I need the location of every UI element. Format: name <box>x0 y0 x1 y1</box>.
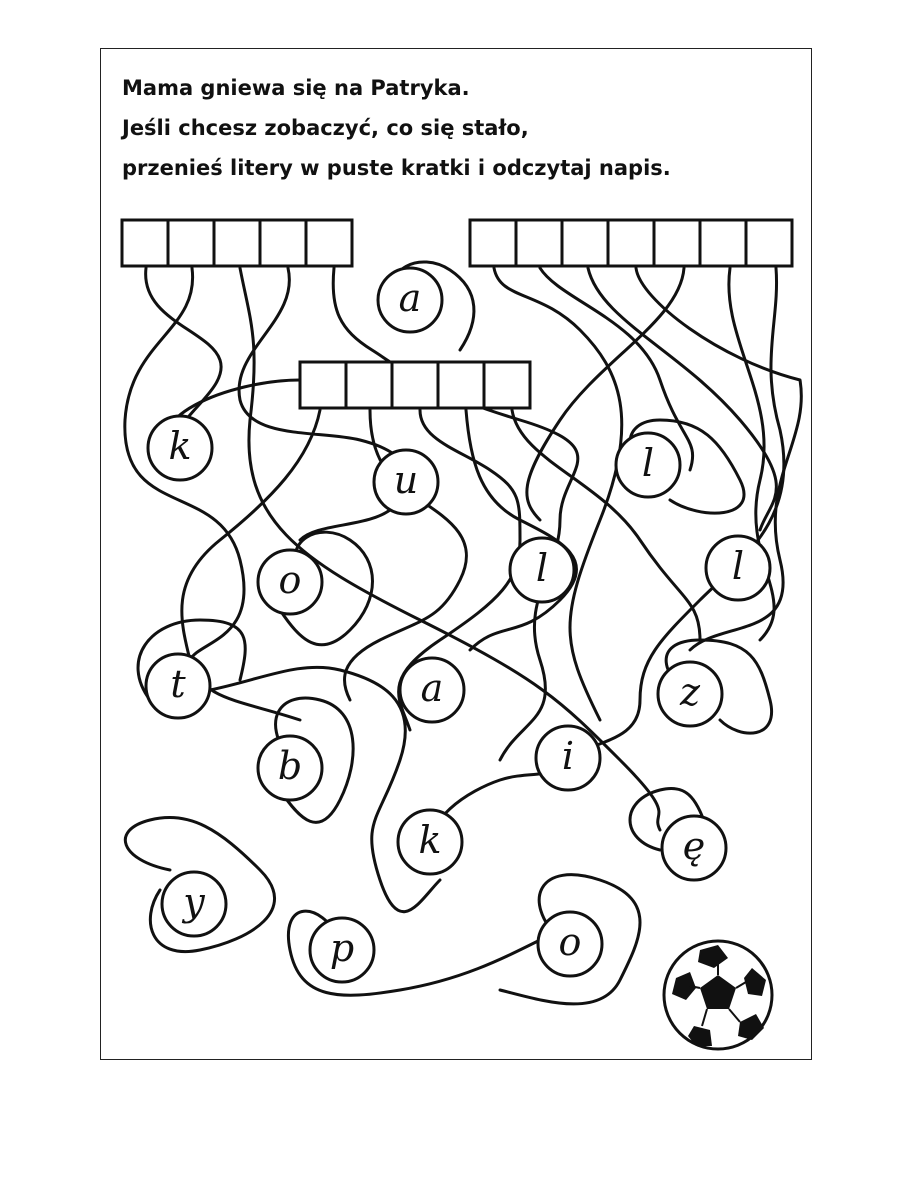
letter-circle-l-mid <box>510 538 574 602</box>
answer-box[interactable] <box>168 220 214 266</box>
maze-path <box>146 268 221 440</box>
answer-box[interactable] <box>654 220 700 266</box>
answer-box[interactable] <box>746 220 792 266</box>
letter: z <box>679 670 701 714</box>
answer-box[interactable] <box>392 362 438 408</box>
letter: o <box>278 558 302 602</box>
answer-row-2 <box>470 220 792 266</box>
instruction-line-2: Jeśli chcesz zobaczyć, co się stało, <box>122 116 529 140</box>
letter: k <box>418 818 442 862</box>
letter: k <box>168 424 192 468</box>
answer-box[interactable] <box>516 220 562 266</box>
instruction-line-1: Mama gniewa się na Patryka. <box>122 76 470 100</box>
answer-box[interactable] <box>260 220 306 266</box>
answer-box[interactable] <box>346 362 392 408</box>
answer-row-1 <box>122 220 352 266</box>
instruction-line-3: przenieś litery w puste kratki i odczytaj napis. <box>122 156 671 180</box>
answer-box[interactable] <box>306 220 352 266</box>
answer-box[interactable] <box>470 220 516 266</box>
answer-box[interactable] <box>438 362 484 408</box>
answer-box[interactable] <box>300 362 346 408</box>
letter: i <box>561 734 575 778</box>
letter: u <box>393 458 419 502</box>
letter: y <box>183 880 205 924</box>
letter-circle-o-left <box>258 550 322 614</box>
letter: t <box>170 662 186 706</box>
answer-box[interactable] <box>562 220 608 266</box>
letter: a <box>420 666 444 710</box>
soccer-ball-icon <box>664 941 772 1049</box>
letter-circle-y <box>162 872 226 936</box>
letter-circle-l-right <box>706 536 770 600</box>
letter-circle-a-mid <box>400 658 464 722</box>
answer-box[interactable] <box>484 362 530 408</box>
letter: ę <box>682 824 706 868</box>
letter-circle-u <box>374 450 438 514</box>
letter-circle-o-bottom <box>538 912 602 976</box>
letter-circle-z <box>658 662 722 726</box>
letter-circle-p <box>310 918 374 982</box>
letter-circle-k-left <box>148 416 212 480</box>
letter-circle-k-bottom <box>398 810 462 874</box>
answer-box[interactable] <box>700 220 746 266</box>
letter: o <box>558 920 582 964</box>
letter: a <box>398 276 422 320</box>
answer-box[interactable] <box>214 220 260 266</box>
maze-path <box>588 268 776 530</box>
letter: p <box>329 926 355 970</box>
letter-circle-e <box>662 816 726 880</box>
answer-box[interactable] <box>122 220 168 266</box>
answer-row-3 <box>300 362 530 408</box>
letter-circle-b <box>258 736 322 800</box>
letter: b <box>277 744 303 788</box>
letter-circle-a-top <box>378 268 442 332</box>
letter: l <box>535 546 549 590</box>
letter: l <box>641 441 655 485</box>
letter-circle-t <box>146 654 210 718</box>
answer-box[interactable] <box>608 220 654 266</box>
letter-circle-l-right-top <box>616 433 680 497</box>
letter: l <box>731 544 745 588</box>
letter-circle-i <box>536 726 600 790</box>
